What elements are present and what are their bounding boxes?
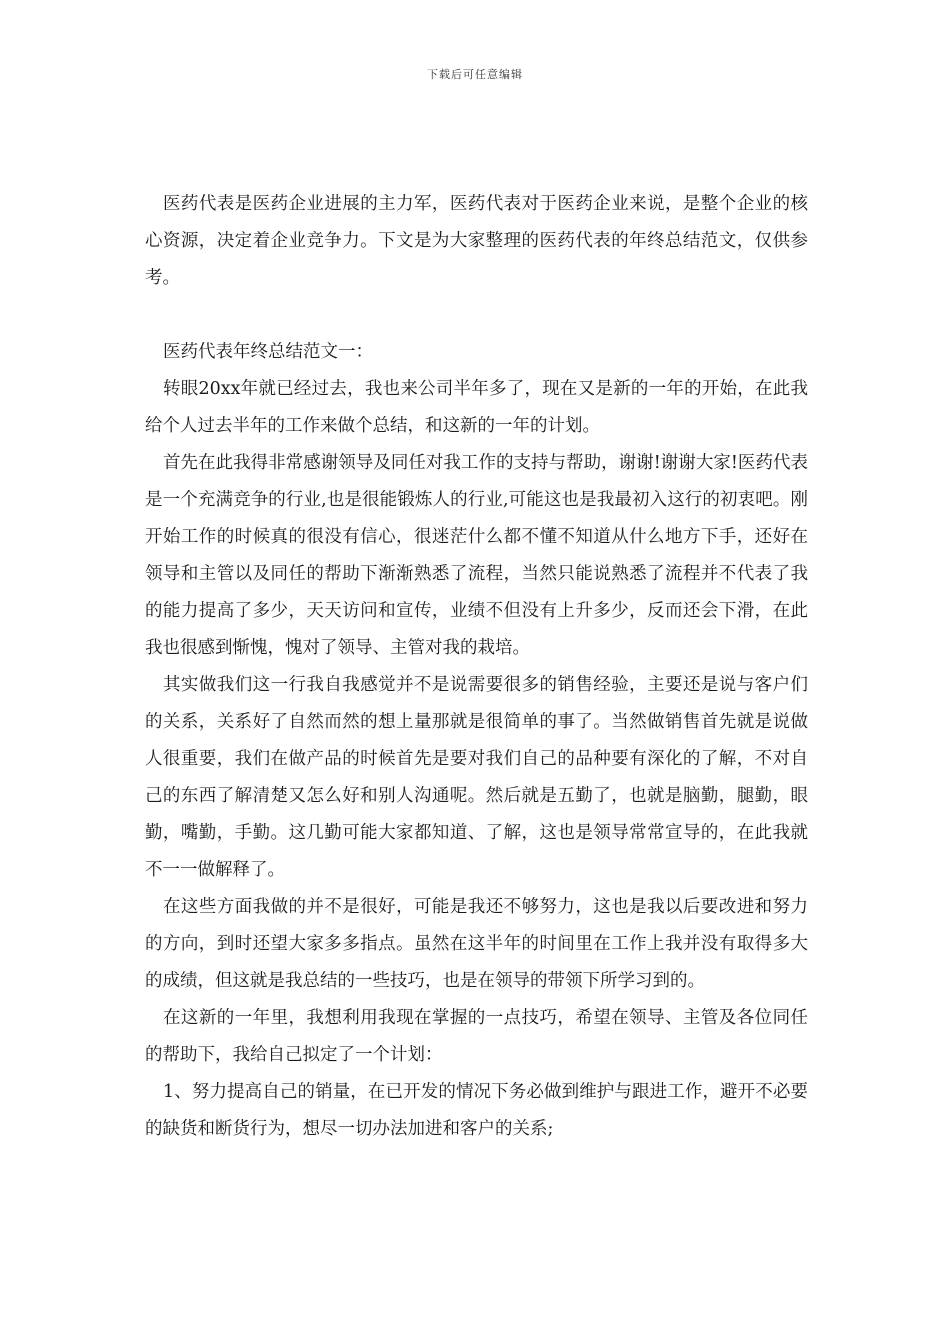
body-paragraph: 首先在此我得非常感谢领导及同任对我工作的支持与帮助，谢谢!谢谢大家!医药代表是一个充满竞争的行业,也是很能锻炼人的行业,可能这也是我最初入这行的初衷吧。刚开始工作的时候真的很没有信心，很迷茫什么都不懂不知道从什么地方下手，还好在领导和主管以及同任的帮助下渐渐熟悉了流程，当然只能说熟悉了流程并不代表了我的能力提高了多少，天天访问和宣传，业绩不但没有上升多少，反而还会下滑，在此我也很感到惭愧，愧对了领导、主管对我的栽培。 [145,453,808,658]
header-note: 下载后可任意编辑 [427,68,523,81]
body-paragraph: 其实做我们这一行我自我感觉并不是说需要很多的销售经验，主要还是说与客户们的关系，关系好了自然而然的想上量那就是很简单的事了。当然做销售首先就是说做人很重要，我们在做产品的时候首先是要对我们自己的品种要有深化的了解，不对自己的东西了解清楚又怎么好和别人沟通呢。然后就是五勤了，也就是脑勤，腿勤，眼勤，嘴勤，手勤。这几勤可能大家都知道、了解，这也是领导常常宣导的，在此我就不一一做解释了。 [145,675,808,880]
plan-item: 1、努力提高自己的销量，在已开发的情况下务必做到维护与跟进工作，避开不必要的缺货和断货行为，想尽一切办法加进和客户的关系; [145,1082,808,1139]
body-paragraph: 在这些方面我做的并不是很好，可能是我还不够努力，这也是我以后要改进和努力的方向，到时还望大家多多指点。虽然在这半年的时间里在工作上我并没有取得多大的成绩，但这就是我总结的一些技巧，也是在领导的带领下所学习到的。 [145,897,808,991]
document-body [145,186,808,1148]
body-paragraph: 在这新的一年里，我想利用我现在掌握的一点技巧，希望在领导、主管及各位同任的帮助下，我给自己拟定了一个计划： [145,1008,808,1065]
intro-paragraph: 医药代表是医药企业进展的主力军，医药代表对于医药企业来说，是整个企业的核心资源，决定着企业竞争力。下文是为大家整理的医药代表的年终总结范文，仅供参考。 [145,194,808,288]
section-title: 医药代表年终总结范文一： [163,342,373,362]
body-paragraph: 转眼20xx年就已经过去，我也来公司半年多了，现在又是新的一年的开始，在此我给个人过去半年的工作来做个总结，和这新的一年的计划。 [145,379,808,436]
